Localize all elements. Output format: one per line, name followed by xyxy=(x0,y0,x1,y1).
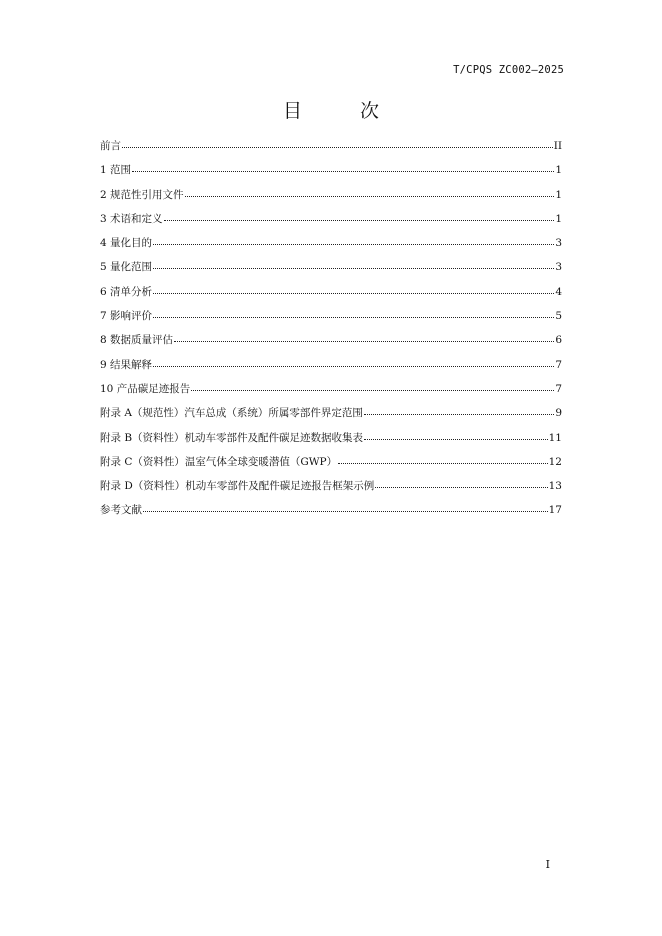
toc-entry[interactable] xyxy=(100,306,562,330)
toc-entry-label: 附录 B（资料性）机动车零部件及配件碳足迹数据收集表 xyxy=(100,431,364,444)
toc-entry-label: 10 产品碳足迹报告 xyxy=(100,382,191,395)
toc-entry-page: 12 xyxy=(548,455,562,468)
toc-entry-page: 9 xyxy=(555,407,562,420)
dot-leader xyxy=(364,402,554,415)
dot-leader xyxy=(132,159,554,172)
toc-entry-label: 3 术语和定义 xyxy=(100,212,163,225)
toc-list xyxy=(100,136,562,525)
toc-entry-page: 17 xyxy=(548,504,562,517)
toc-entry-page: 1 xyxy=(555,212,562,225)
dot-leader xyxy=(174,329,554,342)
toc-entry-page: 7 xyxy=(555,358,562,371)
toc-entry-label: 参考文献 xyxy=(100,504,142,517)
toc-entry[interactable] xyxy=(100,233,562,257)
toc-entry-label: 7 影响评价 xyxy=(100,310,153,323)
toc-title: 目 次 xyxy=(282,100,406,122)
toc-entry-label: 前言 xyxy=(100,140,121,152)
dot-leader xyxy=(153,305,554,318)
toc-entry-label: 1 范围 xyxy=(100,164,132,177)
toc-entry-label: 8 数据质量评估 xyxy=(100,334,174,347)
toc-entry-label: 2 规范性引用文件 xyxy=(100,188,184,201)
page-number: I xyxy=(545,858,550,871)
toc-entry-page: 1 xyxy=(555,188,562,201)
dot-leader xyxy=(143,499,548,512)
dot-leader xyxy=(338,451,548,464)
toc-entry[interactable] xyxy=(100,500,562,524)
toc-entry-label: 6 清单分析 xyxy=(100,285,153,298)
toc-entry-page: 5 xyxy=(555,310,562,323)
toc-entry[interactable] xyxy=(100,257,562,281)
toc-entry-page: 6 xyxy=(555,334,562,347)
toc-entry-label: 附录 D（资料性）机动车零部件及配件碳足迹报告框架示例 xyxy=(100,480,375,493)
dot-leader xyxy=(375,475,547,488)
toc-entry[interactable] xyxy=(100,209,562,233)
toc-entry-page: 3 xyxy=(555,261,562,274)
toc-entry-page: II xyxy=(553,140,562,152)
toc-entry[interactable] xyxy=(100,282,562,306)
toc-entry[interactable] xyxy=(100,452,562,476)
dot-leader xyxy=(164,208,555,221)
dot-leader xyxy=(185,184,555,197)
dot-leader xyxy=(122,135,553,148)
toc-entry-label: 附录 C（资料性）温室气体全球变暖潜值（GWP） xyxy=(100,455,338,468)
document-code: T/CPQS ZC002—2025 xyxy=(453,64,564,76)
dot-leader xyxy=(153,281,554,294)
toc-entry[interactable] xyxy=(100,185,562,209)
dot-leader xyxy=(153,256,554,269)
toc-entry-page: 11 xyxy=(548,431,562,444)
toc-entry[interactable] xyxy=(100,379,562,403)
dot-leader xyxy=(153,232,554,245)
toc-entry-page: 3 xyxy=(555,237,562,250)
dot-leader xyxy=(153,354,554,367)
toc-entry-page: 1 xyxy=(555,164,562,177)
toc-entry-label: 9 结果解释 xyxy=(100,358,153,371)
toc-entry-label: 附录 A（规范性）汽车总成（系统）所属零部件界定范围 xyxy=(100,407,363,420)
toc-entry-label: 4 量化目的 xyxy=(100,237,153,250)
toc-entry[interactable] xyxy=(100,160,562,184)
toc-entry-page: 7 xyxy=(555,382,562,395)
toc-entry[interactable] xyxy=(100,330,562,354)
toc-entry[interactable] xyxy=(100,355,562,379)
toc-entry-page: 4 xyxy=(555,285,562,298)
dot-leader xyxy=(364,427,548,440)
toc-entry[interactable] xyxy=(100,428,562,452)
dot-leader xyxy=(191,378,554,391)
toc-entry[interactable] xyxy=(100,476,562,500)
toc-entry-page: 13 xyxy=(548,480,562,493)
toc-entry[interactable] xyxy=(100,403,562,427)
toc-entry-label: 5 量化范围 xyxy=(100,261,153,274)
toc-entry[interactable] xyxy=(100,136,562,160)
